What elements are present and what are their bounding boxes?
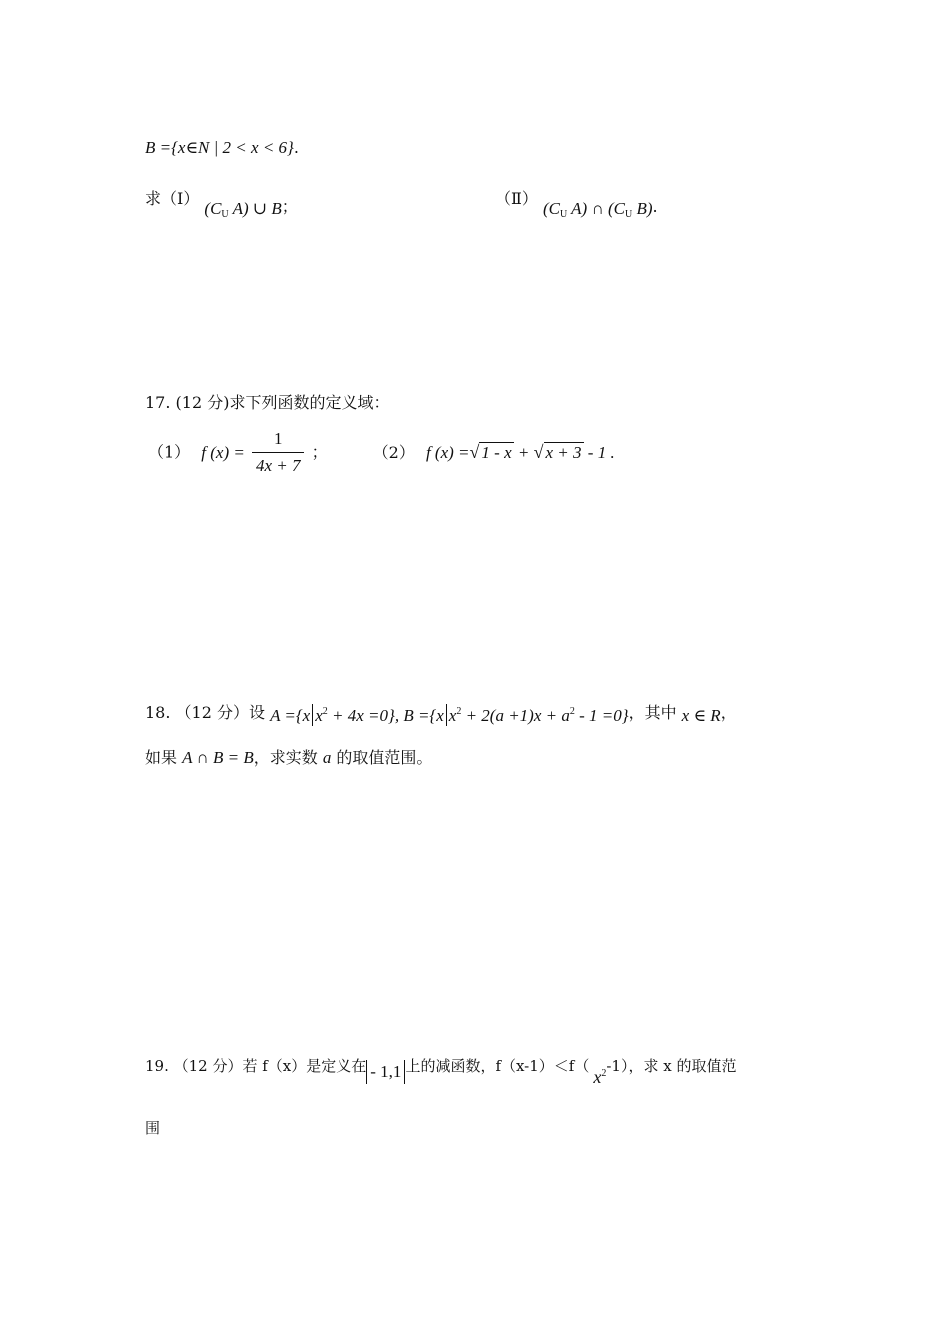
fraction-numerator: 1 <box>273 429 283 448</box>
q16-part1-end: ； <box>281 197 298 216</box>
q16-part2-label: （Ⅱ） <box>495 189 538 208</box>
q19-mid: 上的减函数，f（x-1）＜f（ <box>405 1057 590 1075</box>
q17-part1-lhs: f (x) = <box>201 442 245 462</box>
q19-prefix: 19. （12 分）若 f（x）是定义在 <box>145 1057 367 1075</box>
q16-parts <box>145 188 845 220</box>
q18-prefix: 18. （12 分）设 <box>145 703 265 722</box>
q19-statement <box>145 1051 737 1087</box>
set-b-definition: B ={x∈N | 2 < x < 6} <box>145 138 294 157</box>
q18-question: 如果 A ∩ B = B，求实数 a 的取值范围。 <box>145 748 433 767</box>
sqrt-icon: √ <box>533 442 544 462</box>
q17-part1-label: （1） <box>148 442 191 462</box>
q18-sets-expression: A ={x $x^2 + 4x =0$}, B ={x $x^2 + 2(a +1)x + a^2 - 1 =0$} <box>270 706 629 725</box>
sqrt-icon: √ <box>469 442 480 462</box>
q18-domain: x ∈ R <box>681 706 721 725</box>
q16-part1-expression: ($C_U$ A) ∪ B <box>204 199 282 220</box>
q17-heading: 17. (12 分)求下列函数的定义域： <box>145 393 390 412</box>
q17-part1-fraction <box>252 428 305 477</box>
q17-part2-expression: f (x) =√ 1 - x + √ x + 3 - 1 . <box>425 442 615 462</box>
q19-x-squared: $x^2$ <box>593 1067 607 1087</box>
q18-condition: A ∩ B = B <box>182 748 254 767</box>
q19-line2: 围 <box>145 1119 161 1137</box>
q18-statement: 18. （12 分）设 A ={x $x^2 + 4x =0$}, B ={x $x^2 + 2(a +1)x + a^2 - 1 =0$}，其中 x ∈ R， <box>145 703 737 725</box>
q16-ask: 求（Ⅰ） <box>145 189 200 208</box>
q17-functions: （1） f (x) = $\frac{1}{4x + 7}$ ； （2） f (x) =√ 1 - x + √ x + 3 - 1 . <box>148 429 615 475</box>
q16-part2-expression: ($C_U$ A) ∩ ($C_U$ B) <box>542 199 653 220</box>
fraction-denominator: 4x + 7 <box>252 452 305 477</box>
q16-set-b: B ={x∈N | 2 < x < 6}. <box>145 138 299 157</box>
q17-part2-label: （2） <box>372 442 415 462</box>
q19-suffix: -1），求 x 的取值范 <box>606 1057 737 1075</box>
q19-interval: - 1,1 <box>366 1060 405 1084</box>
q16-part2: （Ⅱ） ($C_U$ A) ∩ ($C_U$ B). <box>495 189 658 220</box>
q18-variable: a <box>322 748 332 767</box>
